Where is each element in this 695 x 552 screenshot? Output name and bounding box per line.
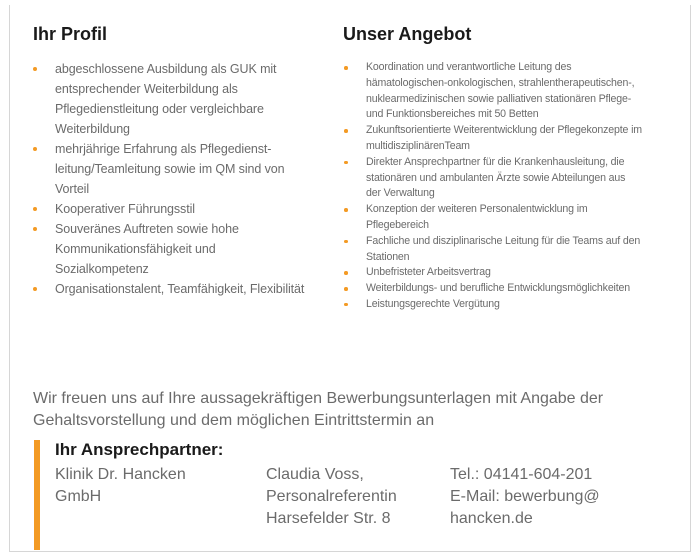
person-role: Personalreferentin	[266, 488, 397, 505]
angebot-item-line: Weiterbildungs- und berufliche Entwicklungsmöglichkeiten	[366, 282, 631, 295]
profil-item-line: Vorteil	[55, 182, 90, 196]
profil-item	[33, 139, 343, 199]
profil-item-line: Organisationstalent, Teamfähigkeit, Flexibilität	[55, 282, 305, 296]
angebot-item-line: Unbefristeter Arbeitsvertrag	[366, 266, 491, 279]
angebot-item	[343, 60, 688, 123]
profil-item-line: Kommunikationsfähigkeit und	[55, 242, 216, 256]
angebot-item-line: Konzeption der weiteren Personalentwicklung im	[366, 203, 588, 216]
contact-title: Ihr Ansprechpartner:	[55, 440, 224, 459]
intro-line-2: Gehaltsvorstellung und dem möglichen Eintrittstermin an	[33, 412, 435, 429]
profil-item-line: leitung/Teamleitung sowie im QM sind von	[55, 162, 285, 176]
person-address: Harsefelder Str. 8	[266, 510, 391, 527]
profil-item-line: entsprechender Weiterbildung als	[55, 82, 238, 96]
contact-reach	[450, 464, 600, 530]
angebot-item	[343, 297, 688, 313]
angebot-item-line: Pflegebereich	[366, 218, 429, 231]
profil-item-line: abgeschlossene Ausbildung als GUK mit	[55, 62, 277, 76]
contact-person	[266, 464, 397, 530]
angebot-item	[343, 123, 688, 155]
angebot-item	[343, 155, 688, 202]
angebot-item-line: Stationen	[366, 250, 410, 263]
angebot-item-line: Fachliche und disziplinarische Leitung für die Teams auf den	[366, 234, 641, 247]
angebot-list	[343, 60, 688, 313]
angebot-item-line: stationären und ambulanten Ärzte sowie Abteilungen aus	[366, 171, 626, 184]
person-name: Claudia Voss,	[266, 466, 364, 483]
profil-item-line: Pflegedienstleitung oder vergleichbare	[55, 102, 264, 116]
profil-item-line: mehrjährige Erfahrung als Pflegedienst-	[55, 142, 272, 156]
profil-item	[33, 219, 343, 279]
profil-title: Ihr Profil	[33, 24, 108, 44]
angebot-item	[343, 202, 688, 234]
angebot-item-line: hämatologischen-onkologischen, strahlentherapeutischen-,	[366, 76, 635, 89]
angebot-item	[343, 234, 688, 266]
contact-phone: Tel.: 04141-604-201	[450, 466, 593, 483]
contact-email-domain[interactable]: hancken.de	[450, 510, 533, 527]
application-intro	[33, 388, 683, 432]
angebot-item	[343, 281, 688, 297]
profil-item	[33, 59, 343, 139]
angebot-title: Unser Angebot	[343, 24, 472, 44]
profil-item-line: Kooperativer Führungsstil	[55, 202, 195, 216]
accent-bar	[34, 440, 40, 550]
angebot-item	[343, 265, 688, 281]
contact-company	[55, 464, 186, 508]
angebot-item-line: multidisziplinärenTeam	[366, 139, 470, 152]
profil-item	[33, 279, 343, 299]
angebot-item-line: der Verwaltung	[366, 187, 435, 200]
contact-email[interactable]: E-Mail: bewerbung@	[450, 488, 600, 505]
angebot-item-line: nuklearmedizinischen sowie palliativen stationären Pflege-	[366, 92, 632, 105]
profil-item-line: Weiterbildung	[55, 122, 130, 136]
intro-line-1: Wir freuen uns auf Ihre aussagekräftigen Bewerbungsunterlagen mit Angabe der	[33, 390, 604, 407]
profil-item-line: Souveränes Auftreten sowie hohe	[55, 222, 239, 236]
company-line: GmbH	[55, 488, 102, 505]
profil-item	[33, 199, 343, 219]
angebot-item-line: Zukunftsorientierte Weiterentwicklung der Pflegekonzepte im	[366, 124, 642, 137]
angebot-item-line: und Funktionsbereiches mit 50 Betten	[366, 108, 539, 121]
company-line: Klinik Dr. Hancken	[55, 466, 186, 483]
angebot-item-line: Leistungsgerechte Vergütung	[366, 297, 500, 310]
profil-list	[33, 59, 343, 299]
angebot-item-line: Koordination und verantwortliche Leitung des	[366, 61, 572, 73]
profil-item-line: Sozialkompetenz	[55, 262, 149, 276]
angebot-item-line: Direkter Ansprechpartner für die Krankenhausleitung, die	[366, 155, 625, 168]
